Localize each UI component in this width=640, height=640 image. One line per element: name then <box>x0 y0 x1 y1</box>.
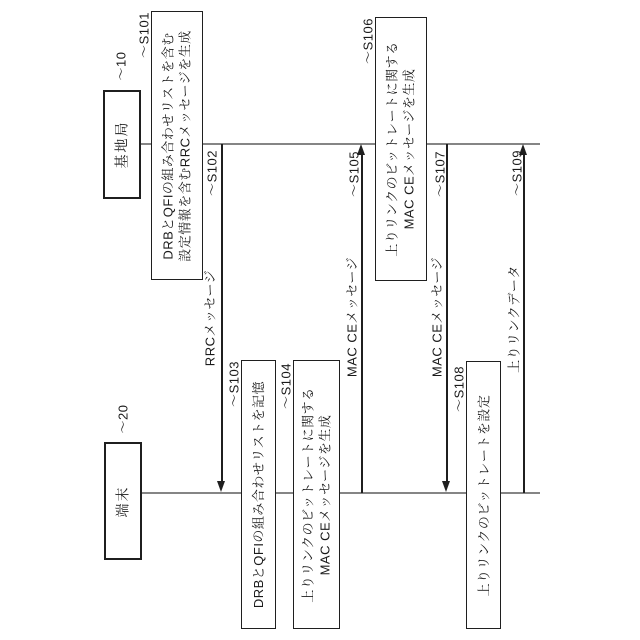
step-label-s102: 〜S102 <box>204 150 220 196</box>
process-box-s103 <box>241 360 276 629</box>
message-line-s102 <box>221 144 223 484</box>
process-box-s104 <box>293 360 340 629</box>
step-label-s108: 〜S108 <box>451 366 467 412</box>
message-label-s105: MAC CEメッセージ <box>344 256 360 378</box>
step-label-s104: 〜S104 <box>278 363 294 409</box>
base-station-label: 基地局 <box>113 120 130 169</box>
process-text-s101: DRBとQFIの組み合わせリストを含む 設定情報を含むRRCメッセージを生成 <box>161 29 194 262</box>
process-box-s108 <box>466 361 501 629</box>
step-label-s105: 〜S105 <box>346 151 362 197</box>
arrowhead-down-s107 <box>442 481 450 492</box>
terminal-label: 端末 <box>114 485 131 517</box>
step-label-s103: 〜S103 <box>226 361 242 407</box>
message-line-s105 <box>361 152 363 493</box>
process-text-s103: DRBとQFIの組み合わせリストを記憶 <box>251 380 267 609</box>
message-label-s102: RRCメッセージ <box>202 269 218 367</box>
base-station-box <box>103 90 141 199</box>
message-label-s109: 上りリンクデータ <box>506 265 522 373</box>
arrowhead-down-s102 <box>217 481 225 492</box>
terminal-box <box>104 442 142 560</box>
message-line-s109 <box>523 152 525 493</box>
step-label-s107: 〜S107 <box>432 151 448 197</box>
terminal-ref-label: 〜20 <box>115 404 131 434</box>
message-label-s107: MAC CEメッセージ <box>429 256 445 378</box>
base-station-ref-label: 〜10 <box>113 51 129 81</box>
process-text-s108: 上りリンクのビットレートを設定 <box>476 394 492 596</box>
process-text-s104: 上りリンクのビットレートに関する MAC CEメッセージを生成 <box>300 386 333 603</box>
step-label-s109: 〜S109 <box>509 150 525 196</box>
step-label-s106: 〜S106 <box>360 18 376 64</box>
process-text-s106: 上りリンクのビットレートに関する MAC CEメッセージを生成 <box>385 41 418 257</box>
step-label-s101: 〜S101 <box>136 12 152 58</box>
process-box-s106 <box>375 17 427 281</box>
process-box-s101 <box>151 11 203 280</box>
